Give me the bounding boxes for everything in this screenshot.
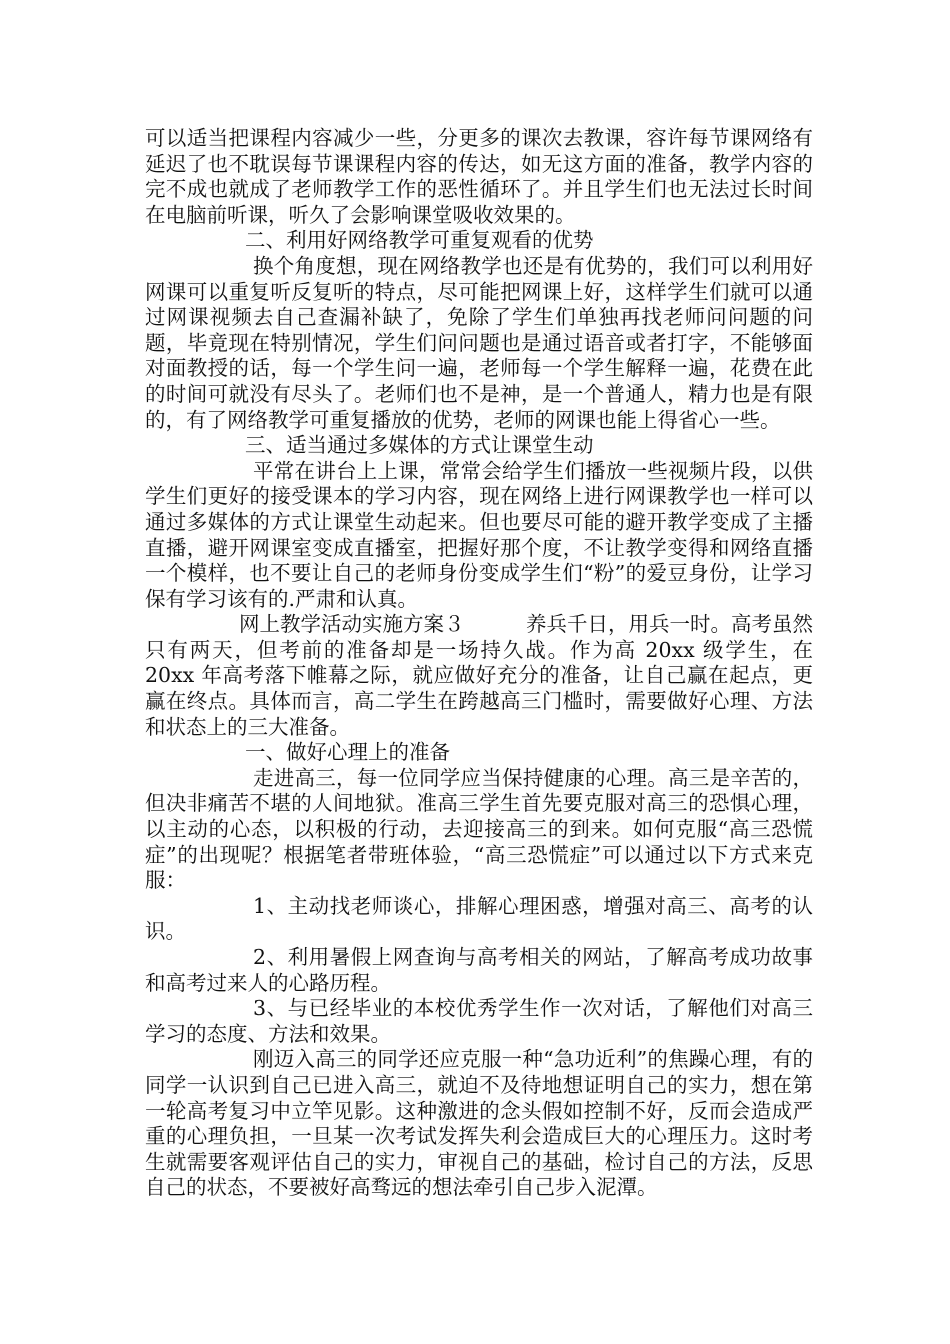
body-paragraph: 刚迈入高三的同学还应克服一种“急功近利”的焦躁心理，有的同学一认识到自己已进入高三，就迫不及待地想证明自己的实力，想在第一轮高考复习中立竿见影。这种激进的念头假如控制不好，反而会造成严重的心理负担，一旦某一次考试发挥失利会造成巨大的心理压力。这时考生就需要客观评估自己的实力，审视自己的基础，检讨自己的方法，反思自己的状态，不要被好高骛远的想法牵引自己步入泥潭。	[145, 1047, 813, 1200]
section-heading: 二、利用好网络教学可重复观看的优势	[245, 228, 594, 253]
body-paragraph: 可以适当把课程内容减少一些，分更多的课次去教课，容许每节课网络有延迟了也不耽误每节课课程内容的传达，如无这方面的准备，教学内容的完不成也就成了老师教学工作的恶性循环了。并且学生们也无法过长时间在电脑前听课，听久了会影响课堂吸收效果的。	[145, 126, 813, 227]
list-item: 1、主动找老师谈心，排解心理困惑，增强对高三、高考的认识。	[145, 893, 813, 944]
body-paragraph: 走进高三，每一位同学应当保持健康的心理。高三是辛苦的，但决非痛苦不堪的人间地狱。准高三学生首先要克服对高三的恐惧心理，以主动的心态，以积极的行动，去迎接高三的到来。如何克服“高三恐慌症”的出现呢？根据笔者带班体验，“高三恐慌症”可以通过以下方式来克服：	[145, 765, 813, 893]
body-paragraph: 换个角度想，现在网络教学也还是有优势的，我们可以利用好网课可以重复听反复听的特点，尽可能把网课上好，这样学生们就可以通过网课视频去自己查漏补缺了，免除了学生们单独再找老师问问题的问题，毕竟现在特别情况，学生们问问题也是通过语音或者打字，不能够面对面教授的话，每一个学生问一遍，老师每一个学生解释一遍，花费在此的时间可就没有尽头了。老师们也不是神，是一个普通人，精力也是有限的，有了网络教学可重复播放的优势，老师的网课也能上得省心一些。	[145, 253, 813, 432]
list-item: 3、与已经毕业的本校优秀学生作一次对话，了解他们对高三学习的态度、方法和效果。	[145, 996, 813, 1046]
section-heading: 一、做好心理上的准备	[245, 740, 450, 765]
document-page	[145, 126, 813, 1201]
body-paragraph: 平常在讲台上上课，常常会给学生们播放一些视频片段，以供学生们更好的接受课本的学习内容，现在网络上进行网课教学也一样可以通过多媒体的方式让课堂生动起来。但也要尽可能的避开教学变成了主播直播，避开网课室变成直播室，把握好那个度，不让教学变得和网络直播一个模样，也不要让自己的老师身份变成学生们“粉”的爱豆身份，让学习保有学习该有的.严肃和认真。	[145, 458, 813, 611]
section-heading: 三、适当通过多媒体的方式让课堂生动	[245, 433, 594, 458]
list-item: 2、利用暑假上网查询与高考相关的网站，了解高考成功故事和高考过来人的心路历程。	[145, 945, 813, 995]
plan-title-paragraph: 网上教学活动实施方案３ 养兵千日，用兵一时。高考虽然只有两天，但考前的准备却是一场持久战。作为高 20xx 级学生，在 20xx 年高考落下帷幕之际，就应做好充分的准备，让自己赢在起点，更赢在终点。具体而言，高二学生在跨越高三门槛时，需要做好心理、方法和状态上的三大准备。	[145, 612, 813, 739]
